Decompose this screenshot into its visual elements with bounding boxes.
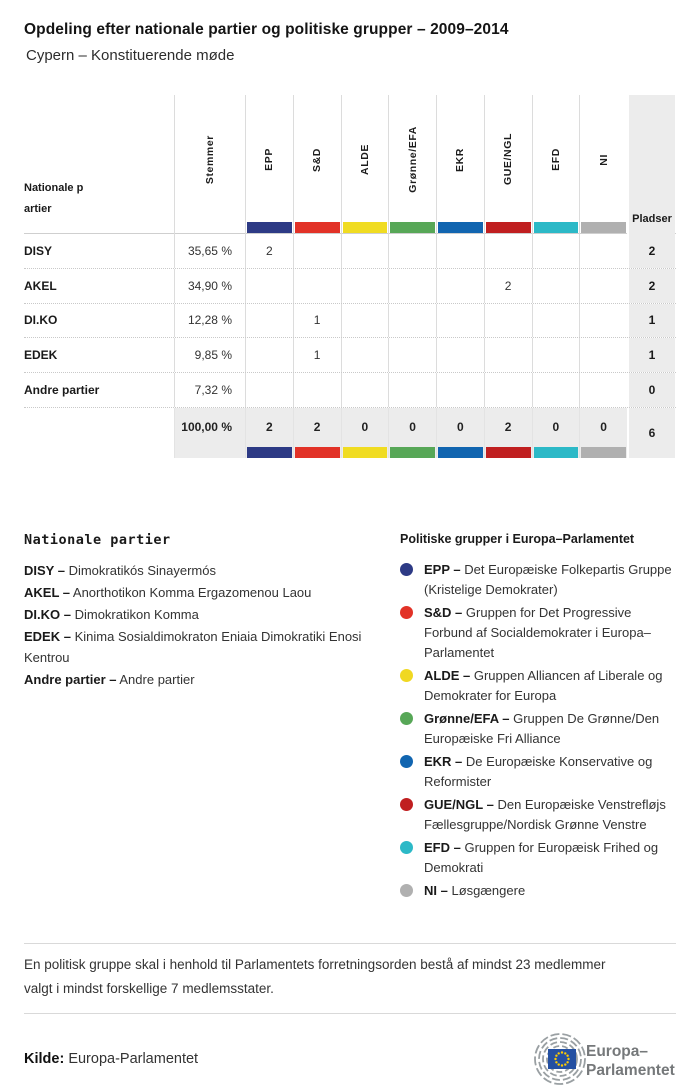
legend-item: S&D – Gruppen for Det Progressive Forbund af Socialdemokrater i Europa–Parlamentet [400,603,676,663]
seat-cell [484,234,532,268]
legend-item: DI.KO – Dimokratikon Komma [24,606,199,622]
seats-table [24,95,676,458]
party-name: Andre partier [24,383,100,398]
seat-cell [293,269,341,303]
votes-percent: 7,32 % [174,373,245,407]
header-group-sd: S&D [293,95,341,234]
group-color-bar [486,222,531,233]
group-color-bar [534,222,579,233]
total-pladser-cell: 6 [627,408,675,458]
legend-item: EPP – Det Europæiske Folkepartis Gruppe (Kristelige Demokrater) [400,560,676,600]
seat-cell [436,269,484,303]
seat-cell [436,304,484,338]
table-row [24,338,676,373]
seat-cell [388,304,436,338]
total-seat-cell: 2 [484,408,532,458]
seat-cell [388,269,436,303]
seat-cell: 2 [484,269,532,303]
legend-item: AKEL – Anorthotikon Komma Ergazomenou Laou [24,584,312,600]
seat-cell [245,338,293,372]
greens-efa-color-dot [400,712,413,725]
seat-cell [245,373,293,407]
source-row [0,1014,700,1086]
seat-cell [341,373,389,407]
seat-cell [245,304,293,338]
seat-cell [341,234,389,268]
group-color-bar [438,222,483,233]
seat-cell [484,338,532,372]
legends-section [24,532,676,904]
legend-item: EKR – De Europæiske Konservative og Reformister [400,752,676,792]
national-parties-legend [24,532,384,904]
group-color-bar [390,222,435,233]
alde-color-dot [400,669,413,682]
seat-cell [293,234,341,268]
total-seat-cell: 0 [341,408,389,458]
table-row [24,234,676,269]
group-color-bar [295,222,340,233]
header-group-gue-ngl: GUE/NGL [484,95,532,234]
seat-cell [341,338,389,372]
group-color-bar [486,447,531,458]
group-color-bar [247,222,292,233]
votes-percent: 35,65 % [174,234,245,268]
table-header-row [24,95,676,234]
header-national-parties [24,95,174,234]
party-name: AKEL [24,278,57,293]
seat-cell: 2 [245,234,293,268]
group-color-bar [534,447,579,458]
seat-cell [245,269,293,303]
pladser-cell: 2 [627,234,675,268]
political-groups-legend [400,532,676,904]
total-seat-cell: 0 [579,408,627,458]
header-group-epp: EPP [245,95,293,234]
group-color-bar [343,222,388,233]
pladser-cell: 1 [627,304,675,338]
page [0,21,700,904]
legend-item: Grønne/EFA – Gruppen De Grønne/Den Europæiske Fri Alliance [400,709,676,749]
national-parties-legend-heading: Nationale partier [24,531,171,548]
seat-cell [532,269,580,303]
legend-item: EFD – Gruppen for Europæisk Frihed og Demokrati [400,838,676,878]
seat-cell [388,373,436,407]
footnote: En politisk gruppe skal i henhold til Parlamentets forretningsorden bestå af mindst 23 medlemmer valgt i mindst forskellige 7 medlemsstater. [24,956,606,996]
table-row [24,373,676,408]
seat-cell [341,304,389,338]
seat-cell [579,234,627,268]
political-groups-legend-heading: Politiske grupper i Europa–Parlamentet [400,531,635,546]
header-stemmer: Stemmer [174,95,245,234]
party-name: EDEK [24,348,58,363]
seat-cell [341,269,389,303]
seat-cell [388,338,436,372]
logo-text-line1: Europa– [586,1042,649,1060]
total-seat-cell: 0 [532,408,580,458]
legend-item: Andre partier – Andre partier [24,671,195,687]
header-national-parties-label: Nationale partier [24,182,84,215]
table-row [24,304,676,339]
header-group-ni: NI [579,95,627,234]
total-seat-cell: 2 [293,408,341,458]
legend-item: DISY – Dimokratikós Sinayermós [24,562,216,578]
header-pladser: Pladser [627,95,675,234]
eu-parliament-logo [506,1032,676,1086]
total-seat-cell: 0 [388,408,436,458]
legend-item: EDEK – Kinima Sosialdimokraton Eniaia Dimokratiki Enosi Kentrou [24,628,362,665]
ekr-color-dot [400,755,413,768]
seat-cell [484,373,532,407]
total-votes-percent: 100,00 % [174,408,245,458]
group-color-bar [581,447,626,458]
party-name: DI.KO [24,313,58,328]
header-group-alde: ALDE [341,95,389,234]
header-group-ekr: EKR [436,95,484,234]
seat-cell [579,338,627,372]
page-subtitle: Cypern – Konstituerende møde [26,47,235,64]
votes-percent: 12,28 % [174,304,245,338]
seat-cell [532,304,580,338]
group-color-bar [390,447,435,458]
votes-percent: 9,85 % [174,338,245,372]
legend-item: ALDE – Gruppen Alliancen af Liberale og Demokrater for Europa [400,666,676,706]
votes-percent: 34,90 % [174,269,245,303]
legend-item: NI – Løsgængere [400,881,676,901]
seat-cell [532,338,580,372]
seat-cell [484,304,532,338]
header-group-efd: EFD [532,95,580,234]
sd-color-dot [400,606,413,619]
gue-ngl-color-dot [400,798,413,811]
logo-text-line2: Parlamentet [586,1061,675,1079]
pladser-cell: 0 [627,373,675,407]
group-color-bar [438,447,483,458]
source-text: Kilde: Europa-Parlamentet [24,1050,199,1067]
seat-cell [388,234,436,268]
pladser-cell: 2 [627,269,675,303]
seat-cell [436,338,484,372]
legend-item: GUE/NGL – Den Europæiske Venstrefløjs Fællesgruppe/Nordisk Grønne Venstre [400,795,676,835]
total-seat-cell: 2 [245,408,293,458]
seat-cell [436,234,484,268]
efd-color-dot [400,841,413,854]
seat-cell [293,373,341,407]
seat-cell [579,269,627,303]
table-total-row [24,408,676,458]
seat-cell: 1 [293,338,341,372]
seat-cell [579,304,627,338]
pladser-cell: 1 [627,338,675,372]
seat-cell [532,373,580,407]
seat-cell: 1 [293,304,341,338]
party-name: DISY [24,243,53,258]
table-row [24,269,676,304]
total-seat-cell: 0 [436,408,484,458]
ni-color-dot [400,884,413,897]
seat-cell [579,373,627,407]
total-label-cell [24,408,174,458]
epp-color-dot [400,563,413,576]
page-title: Opdeling efter nationale partier og politiske grupper – 2009–2014 [24,21,509,38]
group-color-bar [581,222,626,233]
seat-cell [532,234,580,268]
group-color-bar [343,447,388,458]
group-color-bar [247,447,292,458]
group-color-bar [295,447,340,458]
seat-cell [436,373,484,407]
header-group-greens-efa: Grønne/EFA [388,95,436,234]
